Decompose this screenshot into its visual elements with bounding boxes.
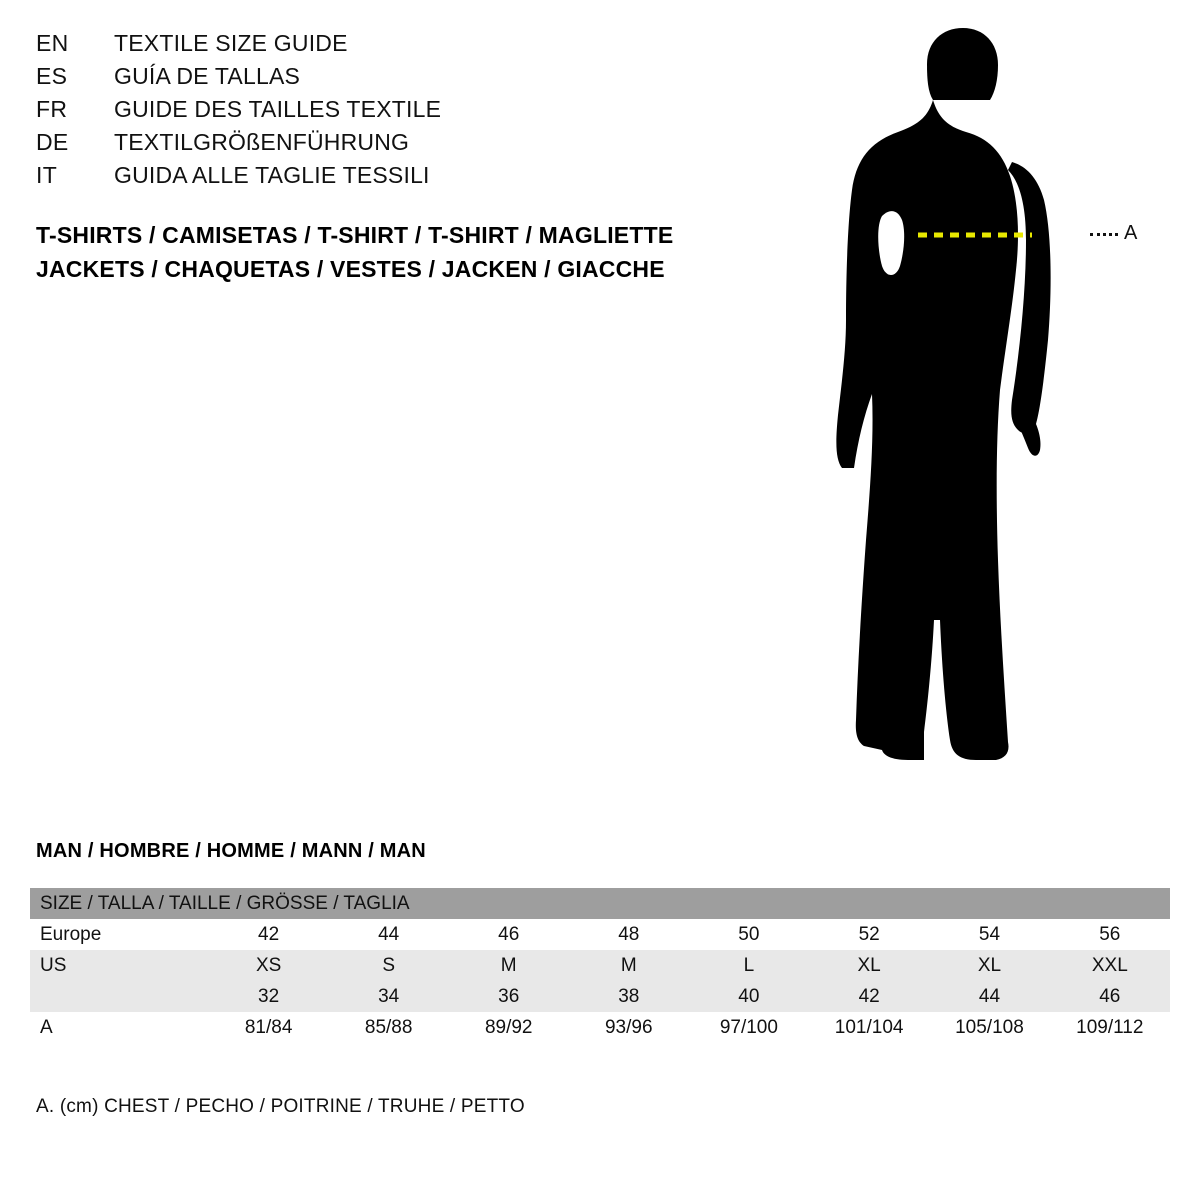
section-title-man: MAN / HOMBRE / HOMME / MANN / MAN <box>36 840 426 862</box>
table-row <box>30 919 1170 950</box>
silhouette-svg <box>820 20 1180 790</box>
language-title: GUÍA DE TALLAS <box>114 63 301 89</box>
row-label: A <box>30 1012 209 1043</box>
row-label: Europe <box>30 919 209 950</box>
cell-value: 46 <box>1050 981 1170 1012</box>
cell-value: 93/96 <box>569 1012 689 1043</box>
cell-value: 85/88 <box>329 1012 449 1043</box>
cell-value: 109/112 <box>1050 1012 1170 1043</box>
cell-value: 46 <box>449 919 569 950</box>
table-header-row <box>30 888 1170 919</box>
language-code: EN <box>36 30 69 56</box>
man-silhouette-figure <box>820 20 1180 790</box>
table-header-label: SIZE / TALLA / TAILLE / GRÖSSE / TAGLIA <box>30 888 1170 919</box>
language-code: ES <box>36 63 68 89</box>
language-row <box>36 162 736 195</box>
cell-value: M <box>449 950 569 981</box>
table-row <box>30 950 1170 981</box>
cell-value: 40 <box>689 981 809 1012</box>
category-line-jackets: JACKETS / CHAQUETAS / VESTES / JACKEN / GIACCHE <box>36 256 665 282</box>
cell-value: 50 <box>689 919 809 950</box>
language-title: TEXTILGRÖßENFÜHRUNG <box>114 129 410 155</box>
cell-value: XXL <box>1050 950 1170 981</box>
cell-value: 38 <box>569 981 689 1012</box>
cell-value: S <box>329 950 449 981</box>
cell-value: 34 <box>329 981 449 1012</box>
cell-value: 48 <box>569 919 689 950</box>
language-row <box>36 63 736 96</box>
category-line-tshirts: T-SHIRTS / CAMISETAS / T-SHIRT / T-SHIRT / MAGLIETTE <box>36 222 674 248</box>
cell-value: XL <box>809 950 929 981</box>
cell-value: M <box>569 950 689 981</box>
language-code: DE <box>36 129 69 155</box>
cell-value: 32 <box>209 981 329 1012</box>
cell-value: 54 <box>929 919 1049 950</box>
language-title: GUIDA ALLE TAGLIE TESSILI <box>114 162 430 188</box>
language-title-block <box>36 30 736 195</box>
row-label: US <box>30 950 209 981</box>
cell-value: 97/100 <box>689 1012 809 1043</box>
language-title: TEXTILE SIZE GUIDE <box>114 30 348 56</box>
language-row <box>36 30 736 63</box>
size-table <box>30 888 1170 1043</box>
table-row <box>30 981 1170 1012</box>
table-row <box>30 1012 1170 1043</box>
language-code: FR <box>36 96 68 122</box>
cell-value: 52 <box>809 919 929 950</box>
cell-value: L <box>689 950 809 981</box>
cell-value: 36 <box>449 981 569 1012</box>
cell-value: 42 <box>209 919 329 950</box>
language-row <box>36 129 736 162</box>
cell-value: 42 <box>809 981 929 1012</box>
cell-value: 105/108 <box>929 1012 1049 1043</box>
cell-value: 44 <box>929 981 1049 1012</box>
category-block <box>36 218 673 286</box>
language-title: GUIDE DES TAILLES TEXTILE <box>114 96 442 122</box>
cell-value: XS <box>209 950 329 981</box>
cell-value: 101/104 <box>809 1012 929 1043</box>
language-code: IT <box>36 162 58 188</box>
cell-value: XL <box>929 950 1049 981</box>
language-row <box>36 96 736 129</box>
row-label <box>30 981 209 1012</box>
cell-value: 56 <box>1050 919 1170 950</box>
table-footnote: A. (cm) CHEST / PECHO / POITRINE / TRUHE / PETTO <box>36 1096 525 1117</box>
cell-value: 81/84 <box>209 1012 329 1043</box>
cell-value: 89/92 <box>449 1012 569 1043</box>
measure-label-a: A <box>1124 222 1138 244</box>
measure-leader-line <box>1090 233 1118 239</box>
cell-value: 44 <box>329 919 449 950</box>
